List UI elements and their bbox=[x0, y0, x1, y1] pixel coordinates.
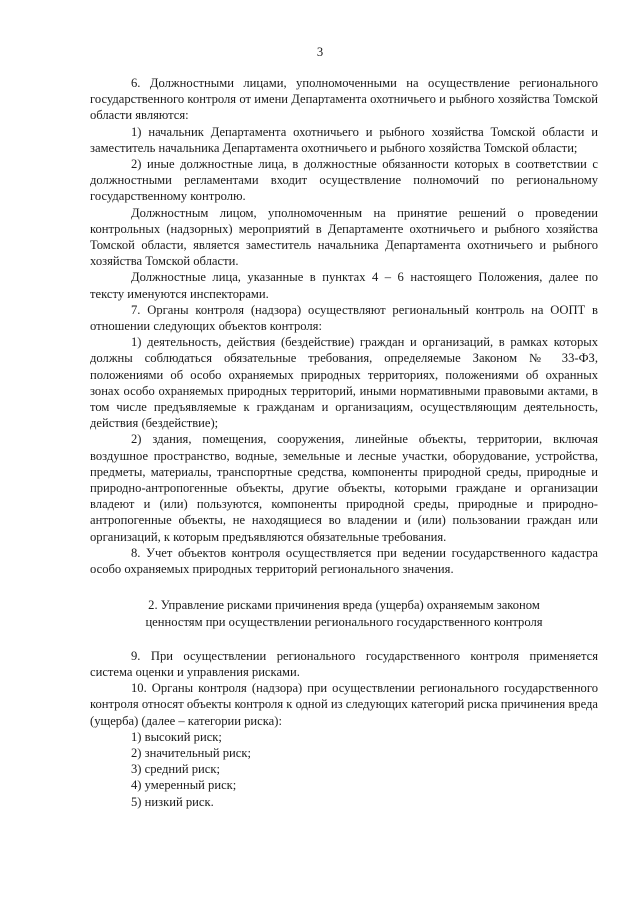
risk-item-moderate: 4) умеренный риск; bbox=[131, 778, 237, 793]
paragraph-10: 10. Органы контроля (надзора) при осуществлении регионального государственного контроля относят объекты контроля к одной из следующих категорий риска причинения вреда (ущерба) (далее – категории риска): bbox=[90, 681, 598, 728]
paragraph-7-item-1: 1) деятельность, действия (бездействие) граждан и организаций, в рамках которых должны соблюдаться обязательные требования, определяемые Законом № 33-ФЗ, положениями об особо охраняемых природных территориях, положениями об охранных зонах особо охраняемых природных территорий, иными нормативными правовыми актами, в том числе предъявляемые к гражданам и организациям, осуществляющим деятельность, действия (бездействие); bbox=[90, 335, 598, 431]
section-heading: 2. Управление рисками причинения вреда (ущерба) охраняемым законом ценностям при осуществлении регионального государственного контроля bbox=[145, 598, 543, 629]
risk-item-significant: 2) значительный риск; bbox=[131, 745, 251, 760]
paragraph-7: 7. Органы контроля (надзора) осуществляют региональный контроль на ООПТ в отношении следующих объектов контроля: bbox=[90, 302, 598, 334]
paragraph-inspectors: Должностные лица, указанные в пунктах 4 – 6 настоящего Положения, далее по тексту именуются инспекторами. bbox=[90, 270, 598, 301]
paragraph-8: 8. Учет объектов контроля осуществляется при ведении государственного кадастра особо охраняемых природных территорий регионального значения. bbox=[90, 545, 598, 577]
paragraph-6-item-1: 1) начальник Департамента охотничьего и рыбного хозяйства Томской области и заместитель начальника Департамента охотничьего и рыбного хозяйства Томской области; bbox=[90, 124, 598, 155]
paragraph-6-item-2: 2) иные должностные лица, в должностные обязанности которых в соответствии с должностными регламентами входит осуществление полномочий по региональному государственному контролю. bbox=[90, 157, 598, 204]
paragraph-9: 9. При осуществлении регионального государственного контроля применяется система оценки и управления рисками. bbox=[90, 648, 598, 679]
risk-item-low: 5) низкий риск. bbox=[131, 794, 214, 809]
paragraph-decision-official: Должностным лицом, уполномоченным на принятие решений о проведении контрольных (надзорных) мероприятий в Департаменте охотничьего и рыбного хозяйства Томской области, является заместитель начальника Департамента охотничьего и рыбного хозяйства Томской области. bbox=[90, 205, 598, 269]
paragraph-7-item-2: 2) здания, помещения, сооружения, линейные объекты, территории, включая воздушное пространство, водные, земельные и лесные участки, оборудование, устройства, предметы, материалы, транспортные средства, компоненты природной среды, природные и природно-антропогенные объекты, другие объекты, которыми граждане и организации владеют и (или) пользуются, компоненты природной среды, природные и природно-антропогенные объекты, не находящиеся во владении и (или) пользовании граждан или организаций, к которым предъявляются обязательные требования. bbox=[90, 432, 598, 544]
body-text bbox=[90, 75, 598, 810]
paragraph-6: 6. Должностными лицами, уполномоченными на осуществление регионального государственного контроля от имени Департамента охотничьего и рыбного хозяйства Томской области являются: bbox=[90, 76, 598, 123]
risk-item-medium: 3) средний риск; bbox=[131, 762, 220, 777]
page-number: 3 bbox=[316, 45, 324, 59]
risk-item-high: 1) высокий риск; bbox=[131, 729, 222, 744]
